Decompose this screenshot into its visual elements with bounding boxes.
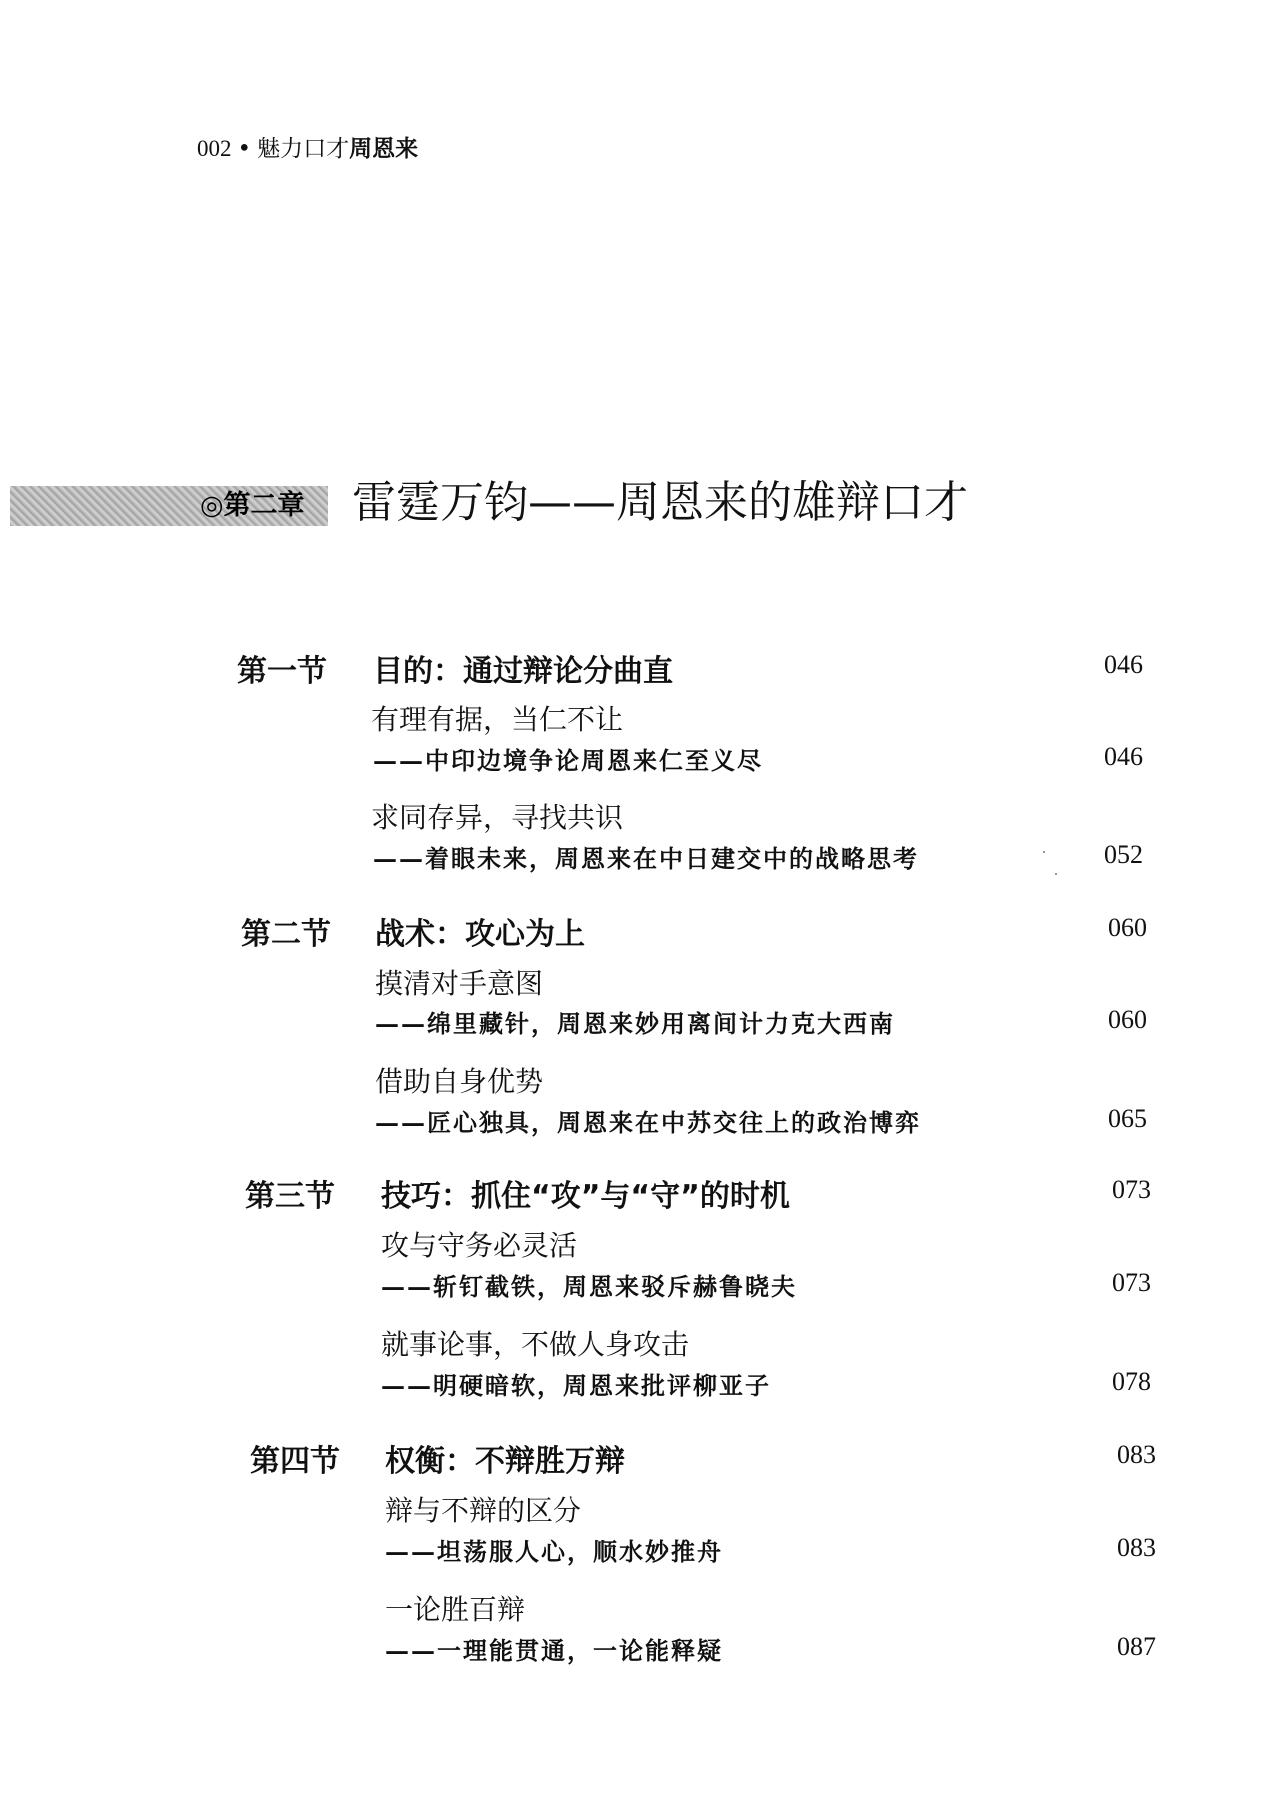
article-page: 087 (1117, 1632, 1156, 1661)
chapter-label: ◎第二章 (200, 490, 305, 521)
article-subtitle: ——中印边境争论周恩来仁至义尽 (373, 746, 763, 775)
article-subtitle: ——一理能贯通，一论能释疑 (385, 1636, 723, 1665)
section-page: 083 (1117, 1440, 1156, 1469)
article-subtitle: ——明硬暗软，周恩来批评柳亚子 (381, 1371, 771, 1400)
article-page: 052 (1104, 840, 1143, 869)
article-subtitle: ——绵里藏针，周恩来妙用离间计力克大西南 (375, 1009, 895, 1038)
article-page: 073 (1112, 1268, 1151, 1297)
section-page: 073 (1112, 1175, 1151, 1204)
article-page: 065 (1108, 1104, 1147, 1133)
article-title: 一论胜百辩 (385, 1593, 526, 1626)
section-label: 第一节 (237, 654, 327, 689)
section-title: 权衡：不辩胜万辩 (385, 1444, 625, 1479)
article-title: 借助自身优势 (375, 1065, 544, 1098)
article-title: 就事论事，不做人身攻击 (381, 1328, 690, 1361)
article-page: 083 (1117, 1533, 1156, 1562)
article-title: 有理有据，当仁不让 (371, 703, 624, 736)
scan-speck (1055, 873, 1057, 875)
section-page: 046 (1104, 650, 1143, 679)
section-label: 第四节 (250, 1444, 340, 1479)
article-title: 摸清对手意图 (375, 967, 544, 1000)
article-subtitle: ——斩钉截铁，周恩来驳斥赫鲁晓夫 (381, 1272, 797, 1301)
scan-speck (1043, 851, 1045, 853)
article-title: 辩与不辩的区分 (385, 1494, 582, 1527)
article-page: 046 (1104, 742, 1143, 771)
article-subtitle: ——坦荡服人心，顺水妙推舟 (385, 1537, 723, 1566)
article-subtitle: ——匠心独具，周恩来在中苏交往上的政治博弈 (375, 1108, 921, 1137)
article-title: 攻与守务必灵活 (381, 1229, 578, 1262)
book-title-plain: 魅力口才 (257, 136, 350, 162)
section-label: 第二节 (241, 917, 331, 952)
article-title: 求同存异，寻找共识 (371, 801, 624, 834)
article-page: 060 (1108, 1005, 1147, 1034)
running-header (197, 134, 418, 164)
section-title: 技巧：抓住“攻”与“守”的时机 (381, 1179, 790, 1214)
article-page: 078 (1112, 1367, 1151, 1396)
chapter-title: 雷霆万钧——周恩来的雄辩口才 (352, 477, 968, 528)
section-page: 060 (1108, 913, 1147, 942)
section-title: 目的：通过辩论分曲直 (373, 654, 673, 689)
article-subtitle: ——着眼未来，周恩来在中日建交中的战略思考 (373, 844, 919, 873)
page-number: 002 (197, 136, 232, 161)
header-separator: • (237, 136, 252, 162)
section-label: 第三节 (245, 1179, 335, 1214)
book-title-bold: 周恩来 (349, 136, 419, 162)
section-title: 战术：攻心为上 (375, 917, 585, 952)
